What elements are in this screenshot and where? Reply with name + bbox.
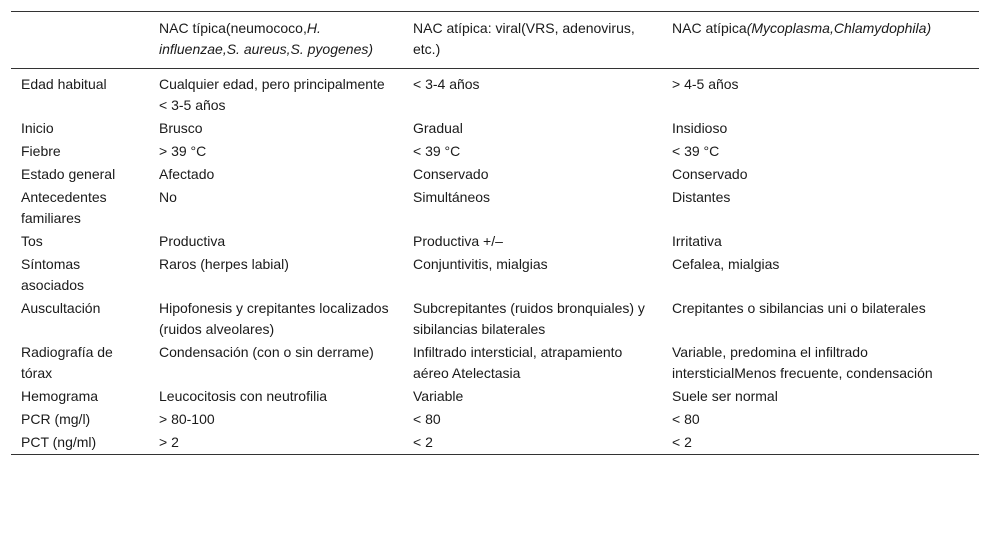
table-row — [11, 117, 979, 140]
row-label-cell: Edad habitual — [21, 76, 107, 92]
row-label-cell: Auscultación — [21, 300, 101, 316]
header-nac-tipica-text: NAC típica(neumococo, — [159, 20, 307, 36]
header-nac-tipica-organisms: H. influenzae,S. aureus,S. pyogenes) — [159, 20, 374, 57]
nac-tipica-cell: Leucocitosis con neutrofilia — [159, 388, 328, 404]
row-label-cell: Antecedentes familiares — [21, 189, 107, 226]
nac-atipica-bacteriana-cell: Suele ser normal — [672, 388, 778, 404]
row-label-cell: Inicio — [21, 120, 54, 136]
comparison-table-container — [11, 11, 979, 455]
table-row — [11, 297, 979, 341]
nac-atipica-viral-cell: Simultáneos — [413, 189, 491, 205]
nac-tipica-cell: > 80-100 — [159, 411, 215, 427]
header-row — [11, 12, 979, 69]
nac-atipica-bacteriana-cell: Variable, predomina el infiltrado intersticialMenos frecuente, condensación — [672, 344, 933, 381]
nac-atipica-bacteriana-cell: < 80 — [672, 411, 700, 427]
table-row — [11, 431, 979, 455]
nac-atipica-viral-cell: Gradual — [413, 120, 463, 136]
header-nac-atipica-bacteriana — [662, 12, 979, 69]
nac-tipica-cell: Cualquier edad, pero principalmente < 3-5 años — [159, 76, 385, 113]
nac-atipica-bacteriana-cell: Distantes — [672, 189, 731, 205]
nac-atipica-bacteriana-cell: Insidioso — [672, 120, 728, 136]
nac-atipica-bacteriana-cell: Irritativa — [672, 233, 722, 249]
nac-atipica-bacteriana-cell: Cefalea, mialgias — [672, 256, 780, 272]
row-label-cell: Radiografía de tórax — [21, 344, 113, 381]
table-row — [11, 186, 979, 230]
row-label-cell: Hemograma — [21, 388, 99, 404]
nac-atipica-viral-cell: < 80 — [413, 411, 441, 427]
nac-atipica-bacteriana-cell: < 2 — [672, 434, 692, 450]
nac-tipica-cell: > 2 — [159, 434, 179, 450]
nac-atipica-viral-cell: < 39 °C — [413, 143, 461, 159]
table-row — [11, 230, 979, 253]
table-row — [11, 408, 979, 431]
nac-atipica-viral-cell: Conjuntivitis, mialgias — [413, 256, 548, 272]
nac-atipica-viral-cell: Productiva +/– — [413, 233, 503, 249]
table-row — [11, 253, 979, 297]
header-empty — [11, 12, 149, 69]
nac-atipica-viral-cell: < 2 — [413, 434, 433, 450]
row-label-cell: Síntomas asociados — [21, 256, 85, 293]
table-row — [11, 69, 979, 118]
table-row — [11, 163, 979, 186]
nac-tipica-cell: Hipofonesis y crepitantes localizados (ruidos alveolares) — [159, 300, 389, 337]
nac-tipica-cell: Brusco — [159, 120, 203, 136]
nac-atipica-bacteriana-cell: < 39 °C — [672, 143, 720, 159]
nac-atipica-viral-cell: Conservado — [413, 166, 489, 182]
table-body — [11, 69, 979, 455]
nac-atipica-viral-cell: < 3-4 años — [413, 76, 480, 92]
nac-tipica-cell: Afectado — [159, 166, 215, 182]
nac-atipica-bacteriana-cell: Crepitantes o sibilancias uni o bilaterales — [672, 300, 926, 316]
row-label-cell: Tos — [21, 233, 43, 249]
row-label-cell: Estado general — [21, 166, 116, 182]
table-row — [11, 341, 979, 385]
nac-atipica-bacteriana-cell: Conservado — [672, 166, 748, 182]
header-nac-atipica-organisms: (Mycoplasma,Chlamydophila) — [746, 20, 932, 36]
nac-atipica-viral-cell: Variable — [413, 388, 464, 404]
table-header — [11, 12, 979, 69]
table-row — [11, 140, 979, 163]
row-label-cell: PCT (ng/ml) — [21, 434, 97, 450]
nac-tipica-cell: No — [159, 189, 177, 205]
nac-atipica-viral-cell: Infiltrado intersticial, atrapamiento aéreo Atelectasia — [413, 344, 623, 381]
header-nac-atipica-text: NAC atípica — [672, 20, 747, 36]
nac-atipica-bacteriana-cell: > 4-5 años — [672, 76, 739, 92]
nac-tipica-cell: Raros (herpes labial) — [159, 256, 289, 272]
row-label-cell: Fiebre — [21, 143, 61, 159]
nac-atipica-viral-cell: Subcrepitantes (ruidos bronquiales) y sibilancias bilaterales — [413, 300, 645, 337]
table-row — [11, 385, 979, 408]
nac-tipica-cell: > 39 °C — [159, 143, 207, 159]
nac-tipica-cell: Productiva — [159, 233, 226, 249]
header-nac-tipica — [149, 12, 403, 69]
pneumonia-comparison-table — [11, 11, 979, 455]
row-label-cell: PCR (mg/l) — [21, 411, 91, 427]
header-nac-atipica-viral: NAC atípica: viral(VRS, adenovirus, etc.) — [413, 20, 635, 57]
nac-tipica-cell: Condensación (con o sin derrame) — [159, 344, 374, 360]
